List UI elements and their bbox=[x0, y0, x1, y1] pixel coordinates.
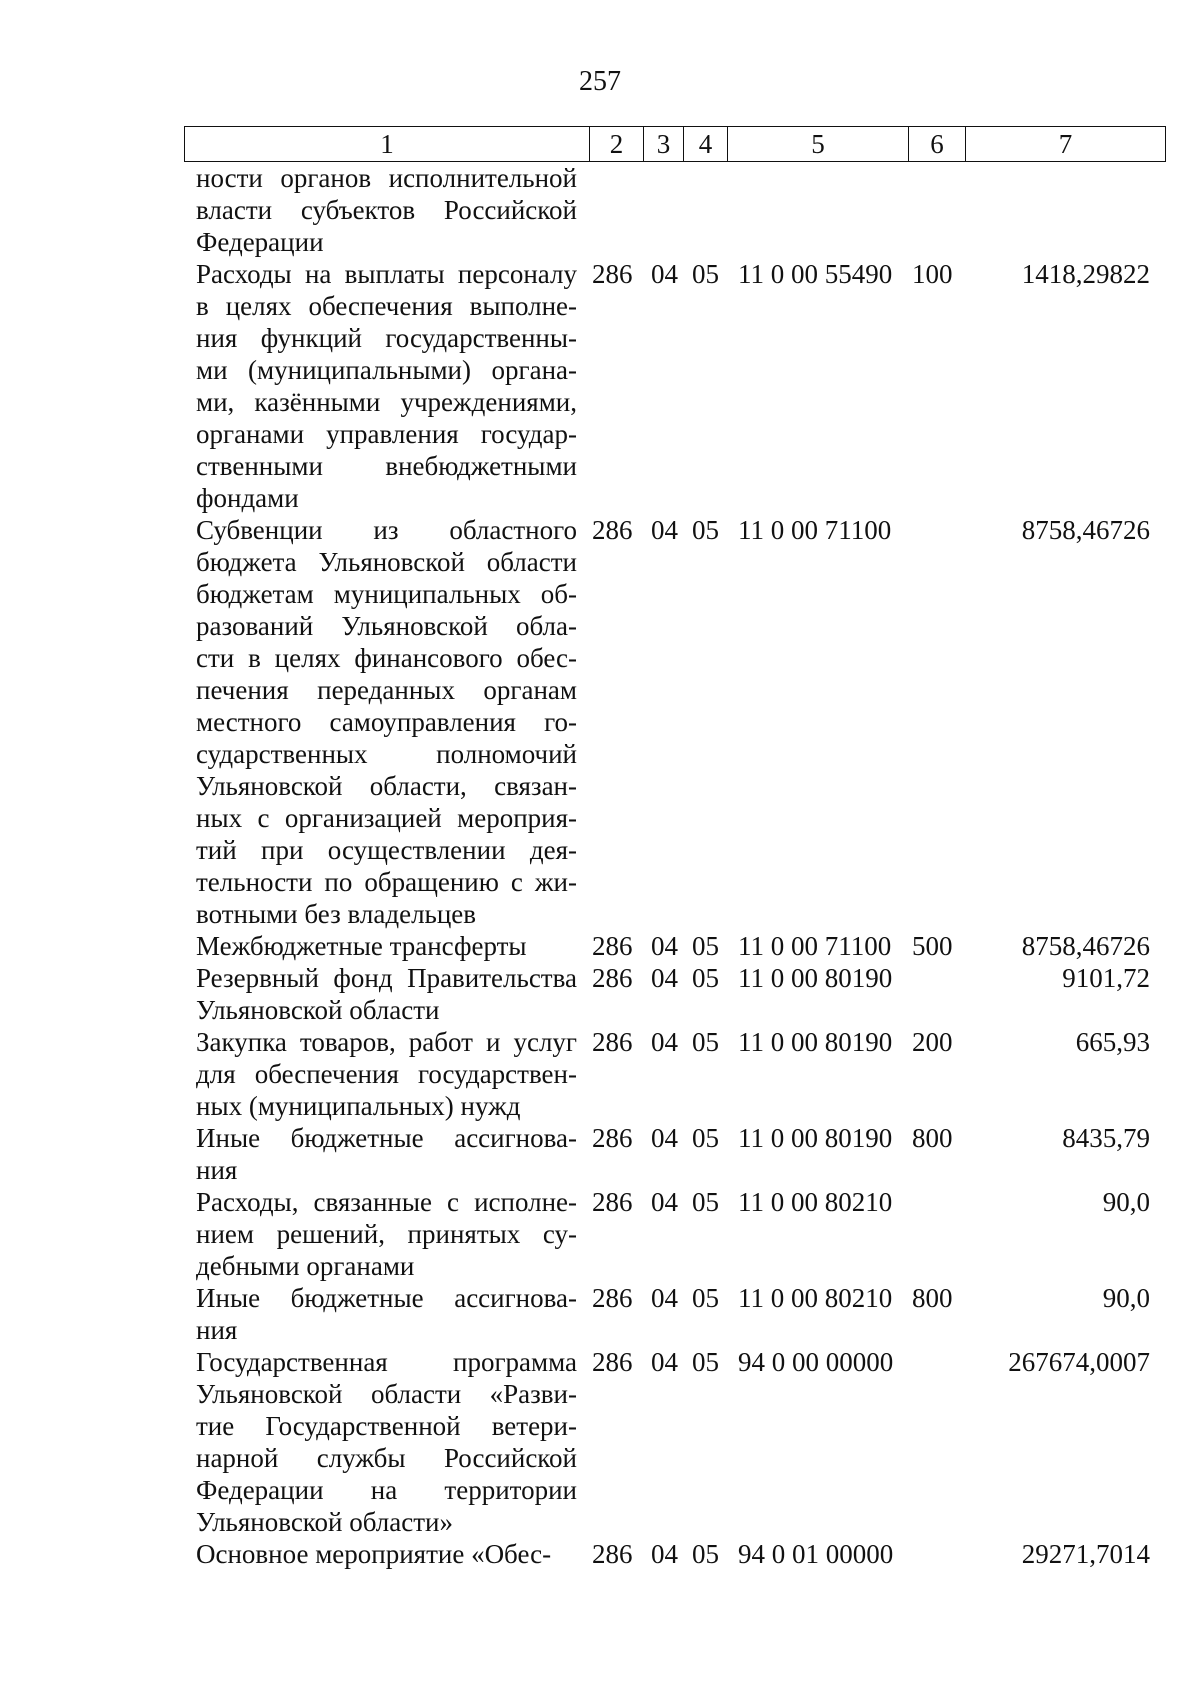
cell-column-5: 11 0 00 80190 bbox=[738, 963, 893, 993]
column-header-1: 1 bbox=[185, 127, 590, 161]
cell-column-2: 286 bbox=[592, 1123, 633, 1153]
description-line: сти в целях финансового обес- bbox=[196, 643, 577, 673]
column-header-7: 7 bbox=[1058, 129, 1073, 159]
row-description bbox=[196, 162, 577, 258]
table-row bbox=[0, 1186, 1200, 1282]
description-line: сударственных полномочий bbox=[196, 739, 577, 769]
table-row bbox=[0, 962, 1200, 1026]
row-description bbox=[196, 962, 577, 1026]
row-description bbox=[196, 258, 577, 514]
description-line: ния функций государственны- bbox=[196, 323, 577, 353]
cell-column-4: 05 bbox=[692, 1027, 719, 1057]
cell-column-4: 05 bbox=[692, 1123, 719, 1153]
row-description bbox=[196, 1026, 577, 1122]
cell-column-5: 94 0 00 00000 bbox=[738, 1347, 894, 1377]
cell-column-6: 800 bbox=[912, 1123, 953, 1153]
cell-column-5: 11 0 00 80190 bbox=[738, 1027, 893, 1057]
cell-column-2: 286 bbox=[592, 931, 633, 961]
description-line: фондами bbox=[196, 483, 299, 513]
cell-column-4: 05 bbox=[692, 1539, 719, 1569]
cell-column-4: 05 bbox=[692, 931, 719, 961]
cell-column-7: 90,0 bbox=[1102, 1283, 1150, 1313]
description-line: ности органов исполнительной bbox=[196, 163, 577, 193]
table-row bbox=[0, 1538, 1200, 1570]
column-header-3: 3 bbox=[644, 127, 684, 161]
description-line: Расходы, связанные с исполне- bbox=[196, 1187, 577, 1217]
description-line: Иные бюджетные ассигнова- bbox=[196, 1123, 577, 1153]
cell-column-3: 04 bbox=[651, 515, 678, 545]
cell-column-4: 05 bbox=[692, 1347, 719, 1377]
cell-column-4: 05 bbox=[692, 515, 719, 545]
cell-column-3: 04 bbox=[651, 1347, 678, 1377]
cell-column-3: 04 bbox=[651, 259, 678, 289]
column-header-4: 4 bbox=[684, 127, 728, 161]
description-line: Иные бюджетные ассигнова- bbox=[196, 1283, 577, 1313]
cell-column-7: 1418,29822 bbox=[1021, 259, 1150, 289]
cell-column-3: 04 bbox=[651, 931, 678, 961]
cell-column-3: 04 bbox=[651, 1283, 678, 1313]
description-line: бюджета Ульяновской области bbox=[196, 547, 577, 577]
table-row bbox=[0, 1346, 1200, 1538]
description-line: тие Государственной ветери- bbox=[196, 1411, 577, 1441]
cell-column-6: 500 bbox=[912, 931, 953, 961]
cell-column-6: 100 bbox=[912, 259, 953, 289]
table-row bbox=[0, 162, 1200, 258]
description-line: ния bbox=[196, 1155, 238, 1185]
table-row bbox=[0, 258, 1200, 514]
column-header-5: 5 bbox=[728, 127, 909, 161]
cell-column-4: 05 bbox=[692, 1187, 719, 1217]
cell-column-3: 04 bbox=[651, 1027, 678, 1057]
description-line: Основное мероприятие «Обес- bbox=[196, 1539, 552, 1569]
cell-column-2: 286 bbox=[592, 1187, 633, 1217]
cell-column-5: 11 0 00 80190 bbox=[738, 1123, 893, 1153]
row-description bbox=[196, 1346, 577, 1538]
table-row bbox=[0, 1122, 1200, 1186]
cell-column-3: 04 bbox=[651, 1539, 678, 1569]
cell-column-3: 04 bbox=[651, 1187, 678, 1217]
description-line: Ульяновской области» bbox=[196, 1507, 454, 1537]
description-line: Расходы на выплаты персоналу bbox=[196, 259, 577, 289]
description-line: ственными внебюджетными bbox=[196, 451, 577, 481]
description-line: Федерации на территории bbox=[196, 1475, 577, 1505]
description-line: ных с организацией мероприя- bbox=[196, 803, 577, 833]
description-line: местного самоуправления го- bbox=[196, 707, 577, 737]
cell-column-2: 286 bbox=[592, 259, 633, 289]
cell-column-4: 05 bbox=[692, 963, 719, 993]
cell-column-4: 05 bbox=[692, 1283, 719, 1313]
table-row bbox=[0, 1026, 1200, 1122]
description-line: нием решений, принятых су- bbox=[196, 1219, 577, 1249]
cell-column-7: 9101,72 bbox=[1062, 963, 1150, 993]
cell-column-2: 286 bbox=[592, 1283, 633, 1313]
table-body bbox=[0, 162, 1200, 1570]
description-line: вотными без владельцев bbox=[196, 899, 477, 929]
description-line: Ульяновской области, связан- bbox=[196, 771, 577, 801]
cell-column-7: 8758,46726 bbox=[1021, 931, 1150, 961]
cell-column-5: 11 0 00 80210 bbox=[738, 1187, 893, 1217]
description-line: Федерации bbox=[196, 227, 324, 257]
description-line: Субвенции из областного bbox=[196, 515, 577, 545]
description-line: Ульяновской области bbox=[196, 995, 440, 1025]
row-description bbox=[196, 1186, 577, 1282]
cell-column-5: 11 0 00 80210 bbox=[738, 1283, 893, 1313]
description-line: ных (муниципальных) нужд bbox=[196, 1091, 521, 1121]
description-line: разований Ульяновской обла- bbox=[196, 611, 577, 641]
cell-column-4: 05 bbox=[692, 259, 719, 289]
table-row bbox=[0, 514, 1200, 930]
description-line: органами управления государ- bbox=[196, 419, 577, 449]
cell-column-7: 8758,46726 bbox=[1021, 515, 1150, 545]
cell-column-5: 11 0 00 55490 bbox=[738, 259, 893, 289]
description-line: Ульяновской области «Разви- bbox=[196, 1379, 577, 1409]
cell-column-7: 8435,79 bbox=[1062, 1123, 1150, 1153]
cell-column-2: 286 bbox=[592, 1539, 633, 1569]
description-line: Государственная программа bbox=[196, 1347, 577, 1377]
table-row bbox=[0, 930, 1200, 962]
cell-column-2: 286 bbox=[592, 963, 633, 993]
cell-column-2: 286 bbox=[592, 1347, 633, 1377]
description-line: тельности по обращению с жи- bbox=[196, 867, 577, 897]
cell-column-2: 286 bbox=[592, 1027, 633, 1057]
description-line: дебными органами bbox=[196, 1251, 415, 1281]
row-description bbox=[196, 930, 577, 962]
row-description bbox=[196, 1282, 577, 1346]
cell-column-5: 94 0 01 00000 bbox=[738, 1539, 894, 1569]
row-description bbox=[196, 514, 577, 930]
cell-column-5: 11 0 00 71100 bbox=[738, 515, 892, 545]
cell-column-5: 11 0 00 71100 bbox=[738, 931, 892, 961]
description-line: для обеспечения государствен- bbox=[196, 1059, 577, 1089]
cell-column-3: 04 bbox=[651, 1123, 678, 1153]
cell-column-7: 267674,0007 bbox=[1008, 1347, 1150, 1377]
description-line: власти субъектов Российской bbox=[196, 195, 577, 225]
description-line: Закупка товаров, работ и услуг bbox=[196, 1027, 577, 1057]
description-line: Межбюджетные трансферты bbox=[196, 931, 527, 961]
page-number: 257 bbox=[579, 66, 621, 97]
row-description bbox=[196, 1538, 577, 1570]
description-line: тий при осуществлении дея- bbox=[196, 835, 577, 865]
cell-column-7: 665,93 bbox=[1075, 1027, 1150, 1057]
description-line: печения переданных органам bbox=[196, 675, 577, 705]
table-row bbox=[0, 1282, 1200, 1346]
description-line: в целях обеспечения выполне- bbox=[196, 291, 577, 321]
cell-column-7: 29271,7014 bbox=[1021, 1539, 1150, 1569]
description-line: ния bbox=[196, 1315, 238, 1345]
cell-column-6: 800 bbox=[912, 1283, 953, 1313]
cell-column-2: 286 bbox=[592, 515, 633, 545]
cell-column-6: 200 bbox=[912, 1027, 953, 1057]
cell-column-7: 90,0 bbox=[1102, 1187, 1150, 1217]
row-description bbox=[196, 1122, 577, 1186]
column-header-6: 6 bbox=[909, 127, 966, 161]
table-header bbox=[184, 126, 1166, 162]
description-line: ми (муниципальными) органа- bbox=[196, 355, 577, 385]
description-line: бюджетам муниципальных об- bbox=[196, 579, 577, 609]
description-line: Резервный фонд Правительства bbox=[196, 963, 577, 993]
column-header-2: 2 bbox=[590, 127, 644, 161]
cell-column-3: 04 bbox=[651, 963, 678, 993]
description-line: ми, казёнными учреждениями, bbox=[196, 387, 577, 417]
description-line: нарной службы Российской bbox=[196, 1443, 577, 1473]
